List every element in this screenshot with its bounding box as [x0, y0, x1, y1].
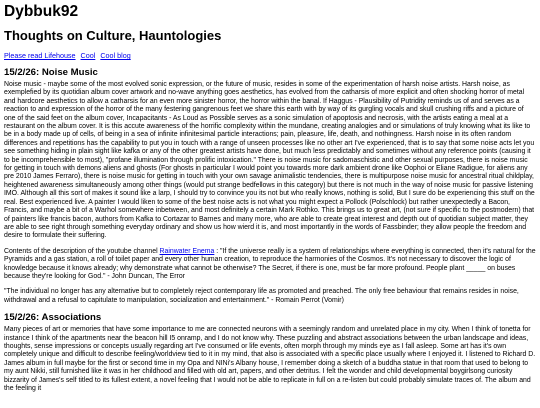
post-heading: 15/2/26: Associations	[4, 312, 102, 324]
post-paragraph: Noise music - maybe some of the most evolved sonic expression, or the future of music, resides in some of the experimentation of harsh noise artists. Harsh noise, as exemplefied by its quotidian album cover artwork and no-wave anything goes aesthetics, has evolved from the catharsis of more explicit and often shocking horror of metal and hardcore aesthetics to allow a catharsis for an even more sinister horror, the horror within the banal. If Haggus - Plausibility of Putridity reminds us of and serves as a reaction to and expression of the horror of the many festering gangrenous feet we share this earth with by way of its gurgling vocals and skull crushing riffs and a picture of one of the said feet on the album cover, Incapacitants - As Loud as Possible serves as a sonic simulation of apoptosis and necrosis, with the artists eating a meal at a restaurant on the album cover. It is this accute awareness of the horrific complexity within the mundane, creating analogies and or simulations of truly knowing what its like to be in a body made up of cells, of being in a sea of infinite infinitesimal particle interactions; pain, pleasure, life, death, and nothingness. Harsh noise in its often random differences and repetitions has the capability to put you in touch with a range of unseen processes like no other art I've experienced, that is to say that some noise acts let you see something hiding in plain sight like kafka or any of the other greatest artists have done, but much less predictably and sometimes without any reference points (causing it to be incomprehensible to most), "profane illumination through prolific intoxication." There is noise music for sadomaschistic and other sexual purposes, there is noise music for getting in touch with demons aliens and ghosts (For ghosts in particular I would point you towards more dark ambient drone like Oophoi or Eliane Radigue, for aliens any pre 2010 James Ferraro), there is noise music for getting in touch with your own savage animalistic tendencies, there is multipurpose noise music for ancestral ritual childplay, heightened awareness simultaneously among other things (would put strange bedfellows in this category) but there is not much in the way of noise music for passive listening IMO. Although all this sort of makes it sound like a larp, I should try to convince you its not but who really knows, nothing is solid, But I sure do be experiencing this stuff on the real. Best experienced live. A painter I would liken to some of the best noise acts is not what you might expect a Pollock (Polschlock) but rather unexpectedly a Bacon, Francis, and maybe a bit of a Warhol somewhere inbetween, and most definitely a certain Mark Rothko. This brings us to great art, (not sure if specific to the postmodern) that of painters like francis bacon, authors from Kafka to Cortazar to Barnes and many more, who are able to create great interest and depth out of quotidian subject matter, they are able to see right through something everyday ordinary and show us how wierd it is, and most importantly in the words of Fassbinder; they allow people the freedom and desire to formulate their suffering.	[4, 81, 535, 240]
site-title: Dybbuk92	[4, 3, 79, 20]
cool-link[interactable]: Cool	[80, 51, 96, 60]
site-subtitle: Thoughts on Culture, Hauntologies	[4, 28, 222, 43]
nav-links	[4, 51, 536, 60]
post-paragraph	[4, 248, 536, 282]
paragraph-text: : "If the universe really is a system of relationships where everything is connected, then it's natural for the Pyramids and a gas station, a roll of toilet paper and every other human creation, to reproduce the harmonies of the Cosmos. It's not necessary to discover the logic of knowledge because it knows already; why demonstrate what cannot be otherwise? The Secret, if there is one, must be far more profound. People plant _____ on buses because they're looking for God." - John Duncan, The Error	[4, 247, 536, 280]
lifehouse-link[interactable]: Please read Lifehouse	[4, 51, 76, 60]
post-noise-music	[4, 67, 536, 305]
post-paragraph: "The individual no longer has any alternative but to completely reject contemporary life as promoted and preached. The only free behaviour that remains resides in noise, withdrawal and a refusal to capitulate to manipulation, socialization and entertainment." - Romain Perrot (Vomir)	[4, 288, 519, 304]
post-associations	[4, 312, 536, 393]
cool-blog-link[interactable]: Cool blog	[100, 51, 131, 60]
rainwater-enema-link[interactable]: Rainwater Enema	[159, 247, 215, 255]
post-heading: 15/2/26: Noise Music	[4, 67, 98, 78]
paragraph-text: Contents of the description of the youtube channel	[4, 247, 160, 255]
post-paragraph: Many pieces of art or memories that have some importance to me are connected neurons with a seemingly random and unrelated place in my city. When I think of tonetta for instance I think of the apartments near the beacon hill I5 onramp, and I do not know why. These puzzling and abstract associations between the urban landscape and ideas, thoughts, sense impressions or concepts usually regarding art I've consumed or life events, often morph through my minds eye as I fall asleep. Some art has it's own completely unique and difficult to describe feeling/worldview tied to it in my mind, that also is associated with a specific place usually where I enjoyed it. I listened to Richard D. James album in full maybe for the first or second time in my Opa and NINi's Albany house, I remember doing a sketch of a buddha statue in that room that used to belong to my aunt Nikki, still furnished like it was in her childhood and filled with old art, papers, and other detritus. I felt the wonder and child developmental boygirlsong curiosity bizzarity of James's self titled to its fullest extent, a novel feeling that I would not be able to replicate in full on a re-listen but could probably simulate traces of. The album and the feeling it	[4, 326, 536, 392]
page	[0, 3, 540, 393]
